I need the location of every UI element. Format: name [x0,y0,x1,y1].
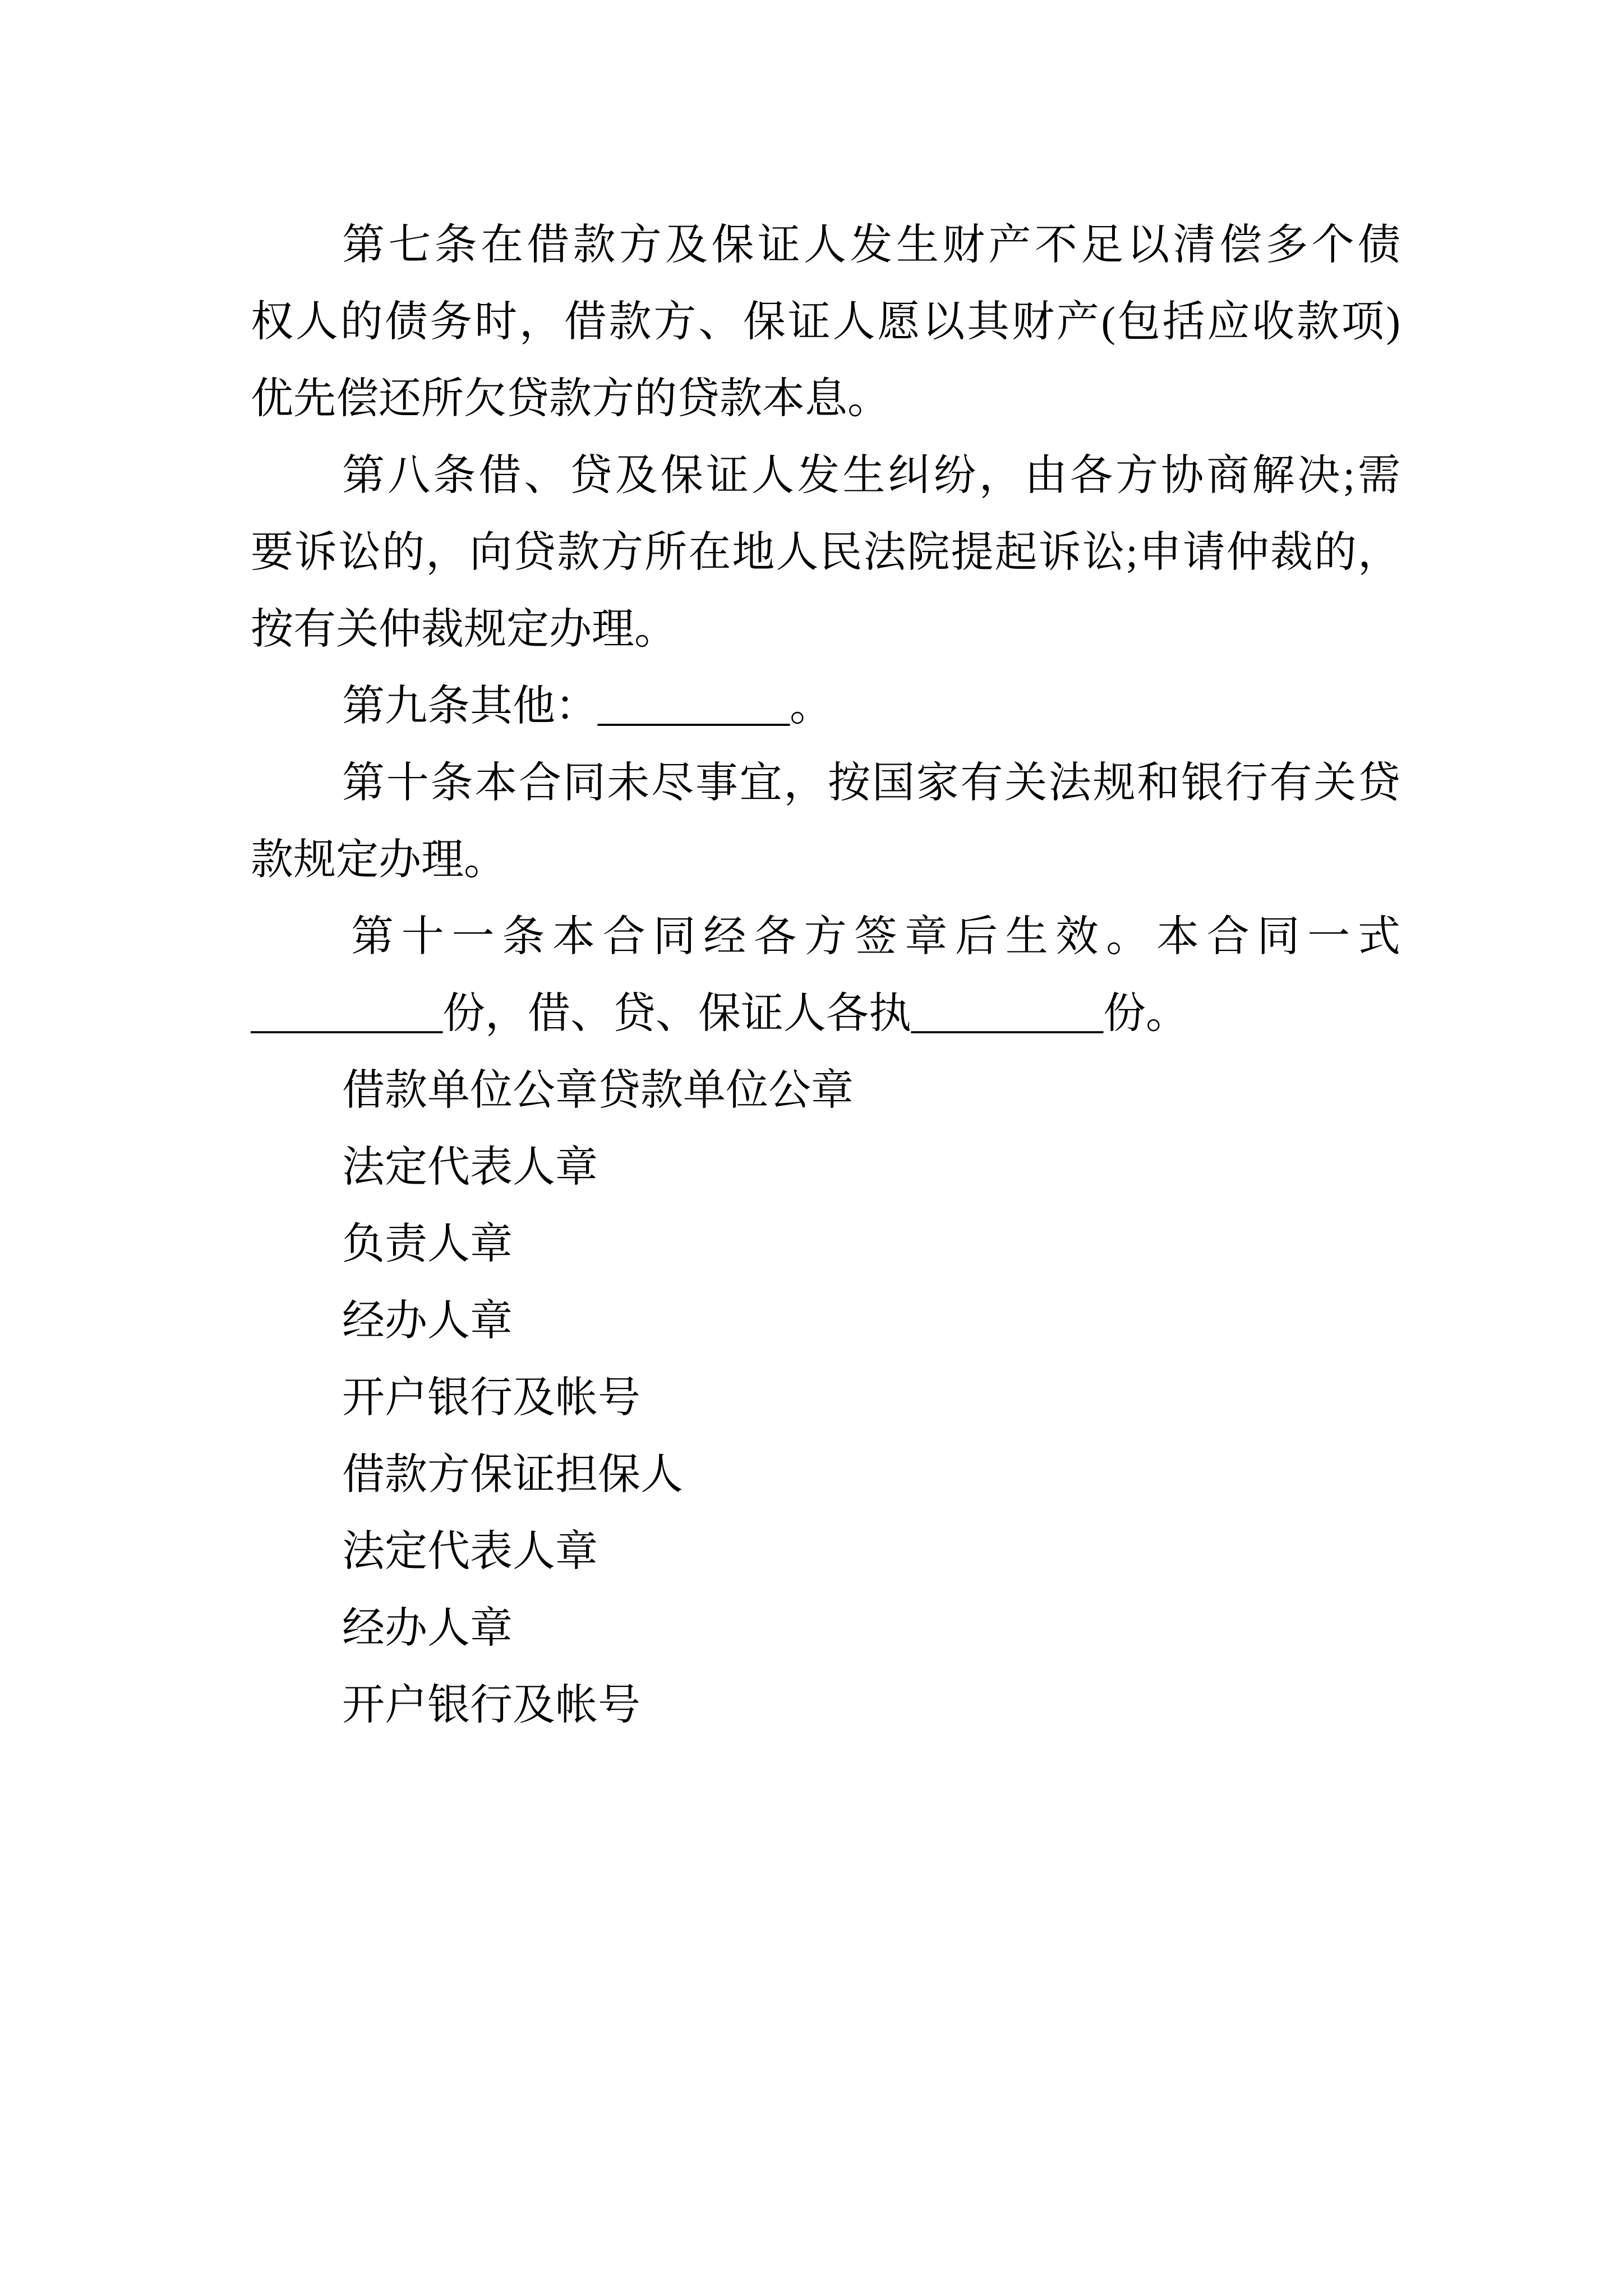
article-9 [251,668,1400,745]
article-8 [251,438,1400,668]
signature-legal-rep-seal: 法定代表人章 [342,1144,598,1191]
article-8-line-2: 要诉讼的，向贷款方所在地人民法院提起诉讼;申请仲裁的， [251,529,1400,576]
article-7-line-1: 第七条在借款方及保证人发生财产不足以清偿多个债 [342,222,1400,269]
signature-handler-seal: 经办人章 [342,1297,513,1345]
signature-handler-seal-2: 经办人章 [342,1605,513,1652]
article-8-line-3: 按有关仲裁规定办理。 [251,606,677,653]
article-7 [251,207,1400,438]
article-7-line-3: 优先偿还所欠贷款方的贷款本息。 [251,375,890,422]
article-11 [251,899,1400,1052]
signature-responsible-person-seal: 负责人章 [342,1221,513,1268]
signature-legal-rep-seal-2: 法定代表人章 [342,1528,598,1575]
article-11-line-2: _________份，借、贷、保证人各执_________份。 [251,990,1188,1037]
signature-bank-account: 开户银行及帐号 [342,1374,640,1421]
article-10-line-2: 款规定办理。 [251,836,506,884]
signature-bank-account-2: 开户银行及帐号 [342,1682,640,1729]
signature-block [251,1052,1400,1744]
document-body [251,207,1400,1744]
article-11-line-1: 第十一条本合同经各方签章后生效。本合同一式 [351,913,1400,960]
signature-borrower-guarantor: 借款方保证担保人 [342,1451,683,1498]
article-9-line-1: 第九条其他：_________。 [342,683,832,730]
article-10-line-1: 第十条本合同未尽事宜，按国家有关法规和银行有关贷 [342,760,1400,807]
article-8-line-1: 第八条借、贷及保证人发生纠纷，由各方协商解决;需 [342,452,1400,499]
article-10 [251,745,1400,899]
signature-seal-labels: 借款单位公章贷款单位公章 [342,1067,854,1114]
article-7-line-2: 权人的债务时，借款方、保证人愿以其财产(包括应收款项) [251,298,1400,346]
